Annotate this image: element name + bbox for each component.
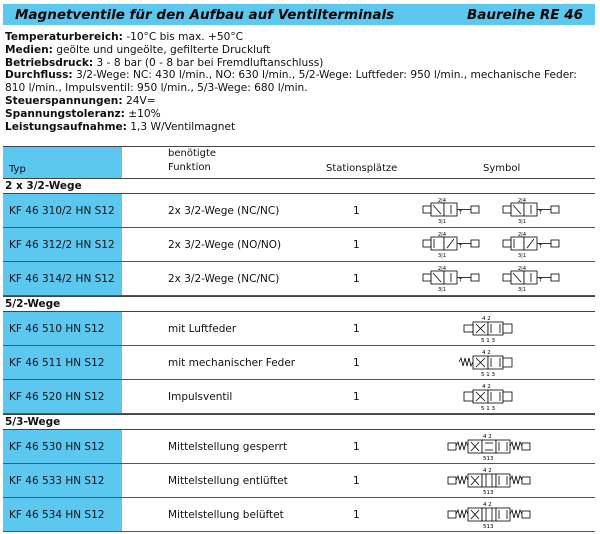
col-symbol-header: Symbol [483, 163, 521, 174]
function-cell: mit mechanischer Feder [168, 357, 296, 369]
svg-text:T: T [539, 278, 543, 284]
svg-text:4 2: 4 2 [483, 468, 492, 474]
svg-text:4 2: 4 2 [482, 316, 491, 322]
svg-text:3|1: 3|1 [438, 219, 447, 225]
spec-label: Spannungstoleranz: [5, 107, 125, 120]
table-row [3, 498, 595, 532]
svg-text:5 1 3: 5 1 3 [481, 338, 495, 344]
svg-text:3|1: 3|1 [518, 219, 527, 225]
svg-text:2|4: 2|4 [438, 232, 447, 238]
type-cell: KF 46 520 HN S12 [9, 391, 105, 403]
svg-text:4 2: 4 2 [482, 384, 491, 390]
product-table [3, 146, 595, 532]
spec-item [5, 95, 595, 108]
spec-item [5, 121, 595, 134]
spec-value: 24V= [122, 94, 156, 107]
stations-cell: 1 [353, 205, 360, 217]
table-row [3, 464, 595, 498]
svg-text:T: T [539, 244, 543, 250]
spec-item [5, 108, 595, 121]
svg-text:2|4: 2|4 [518, 198, 527, 204]
spec-label: Steuerspannungen: [5, 94, 123, 107]
valve-32-nc-nc-icon [408, 263, 593, 294]
svg-text:4 2: 4 2 [482, 350, 491, 356]
svg-text:513: 513 [483, 524, 494, 530]
svg-text:513: 513 [483, 456, 494, 462]
svg-text:4 2: 4 2 [483, 434, 492, 440]
spec-label: Temperaturbereich: [5, 31, 123, 43]
svg-text:T: T [539, 210, 543, 216]
svg-text:3|1: 3|1 [438, 287, 447, 293]
stations-cell: 1 [353, 323, 360, 335]
spec-item [5, 44, 595, 57]
svg-text:2|4: 2|4 [518, 232, 527, 238]
svg-text:T: T [459, 210, 463, 216]
svg-text:5 1 3: 5 1 3 [481, 372, 495, 378]
function-cell: 2x 3/2-Wege (NO/NO) [168, 239, 282, 251]
svg-text:2|4: 2|4 [438, 266, 447, 272]
svg-text:T: T [459, 244, 463, 250]
svg-text:4 2: 4 2 [483, 502, 492, 508]
table-row [3, 312, 595, 346]
type-cell: KF 46 510 HN S12 [9, 323, 105, 335]
function-cell: Mittelstellung gesperrt [168, 441, 288, 453]
function-cell: Mittelstellung belüftet [168, 509, 284, 521]
table-row [3, 262, 595, 296]
stations-cell: 1 [353, 239, 360, 251]
spec-value: 3 - 8 bar (0 - 8 bar bei Fremdluftanschluss) [93, 56, 324, 69]
valve-52-mech-spring-icon [408, 347, 593, 378]
stations-cell: 1 [353, 391, 360, 403]
valve-53-closed-center-icon [408, 431, 593, 462]
section-header: 5/2-Wege [3, 296, 595, 312]
table-row [3, 346, 595, 380]
title-bar [3, 4, 595, 25]
type-cell: KF 46 312/2 HN S12 [9, 239, 115, 251]
spec-label: Durchfluss: [5, 69, 73, 82]
spec-value: 3/2-Wege: NC: 430 l/min., NO: 630 l/min., 5/2-Wege: Luftfeder: 950 l/min., mechanische Feder: 810 l/min., Impulsventil: 950 l/min., 5/3-Wege: 680 l/min. [5, 69, 577, 95]
function-cell: 2x 3/2-Wege (NC/NC) [168, 273, 280, 285]
type-cell: KF 46 310/2 HN S12 [9, 205, 115, 217]
type-cell: KF 46 314/2 HN S12 [9, 273, 115, 285]
spec-label: Medien: [5, 43, 53, 56]
type-cell: KF 46 533 HN S12 [9, 475, 105, 487]
spec-label: Leistungsaufnahme: [5, 120, 127, 133]
table-header [3, 146, 595, 178]
spec-value: ±10% [124, 107, 161, 120]
svg-text:513: 513 [483, 490, 494, 496]
svg-text:3|1: 3|1 [438, 253, 447, 259]
type-cell: KF 46 534 HN S12 [9, 509, 105, 521]
section-header: 5/3-Wege [3, 414, 595, 430]
table-row [3, 430, 595, 464]
section-header: 2 x 3/2-Wege [3, 178, 595, 194]
function-cell: Impulsventil [168, 391, 233, 403]
valve-32-no-no-icon [408, 229, 593, 260]
col-function-header-line1: benötigte [168, 148, 217, 159]
table-row [3, 380, 595, 414]
spec-label: Betriebsdruck: [5, 56, 94, 69]
stations-cell: 1 [353, 441, 360, 453]
spec-value: 1,3 W/Ventilmagnet [126, 120, 236, 133]
col-type-header: Typ [9, 164, 26, 175]
valve-53-pressure-center-icon [408, 499, 593, 530]
svg-text:2|4: 2|4 [438, 198, 447, 204]
table-row [3, 228, 595, 262]
spec-value: geölte und ungeölte, gefilterte Druckluft [52, 43, 271, 56]
spec-item [5, 31, 595, 44]
function-cell: 2x 3/2-Wege (NC/NC) [168, 205, 280, 217]
valve-32-nc-nc-icon [408, 195, 593, 226]
spec-list [5, 31, 595, 133]
spec-item [5, 57, 595, 70]
valve-52-impulse-icon [408, 381, 593, 412]
spec-item [5, 69, 595, 95]
col-stations-header: Stationsplätze [326, 163, 398, 174]
spec-value: -10°C bis max. +50°C [122, 31, 244, 43]
function-cell: Mittelstellung entlüftet [168, 475, 288, 487]
svg-text:3|1: 3|1 [518, 253, 527, 259]
svg-text:T: T [459, 278, 463, 284]
valve-52-air-spring-icon [408, 313, 593, 344]
valve-53-exhaust-center-icon [408, 465, 593, 496]
series-title: Baureihe RE 46 [466, 6, 583, 23]
stations-cell: 1 [353, 509, 360, 521]
stations-cell: 1 [353, 475, 360, 487]
col-function-header-line2: Funktion [168, 162, 211, 173]
table-row [3, 194, 595, 228]
svg-text:5 1 3: 5 1 3 [481, 406, 495, 412]
page-title: Magnetventile für den Aufbau auf Ventilterminals [15, 6, 395, 23]
type-cell: KF 46 530 HN S12 [9, 441, 105, 453]
type-cell: KF 46 511 HN S12 [9, 357, 105, 369]
stations-cell: 1 [353, 273, 360, 285]
stations-cell: 1 [353, 357, 360, 369]
svg-text:3|1: 3|1 [518, 287, 527, 293]
function-cell: mit Luftfeder [168, 323, 237, 335]
svg-text:2|4: 2|4 [518, 266, 527, 272]
